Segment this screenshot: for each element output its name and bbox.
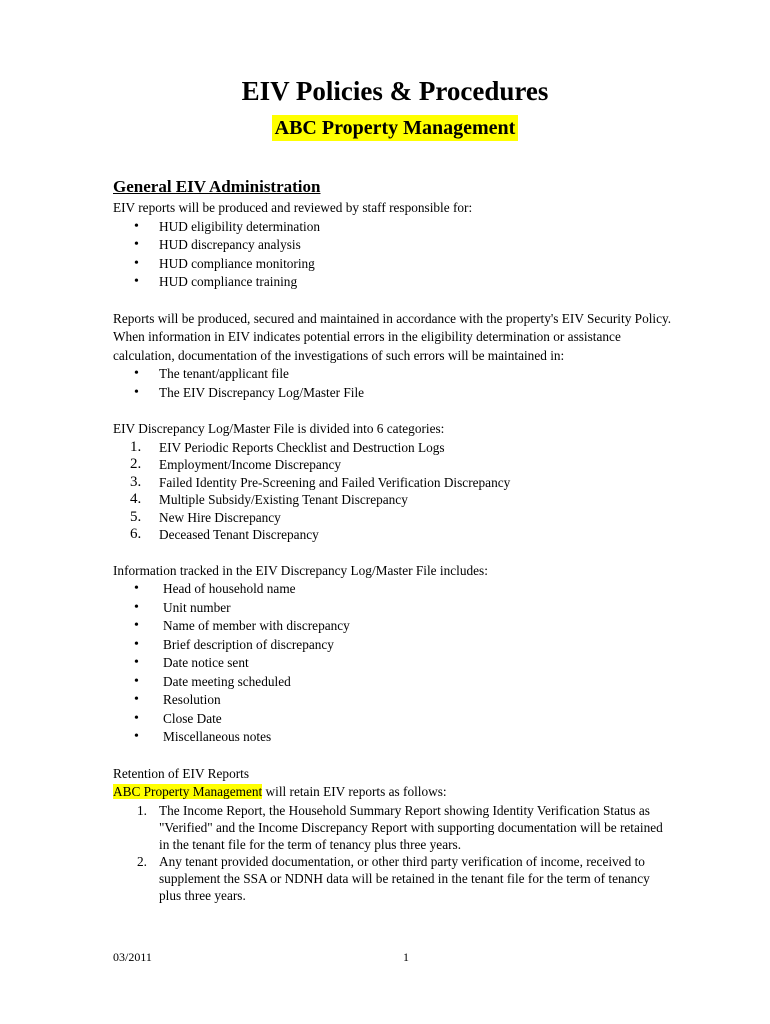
list-number: 6. xyxy=(130,526,142,542)
list-text: EIV Periodic Reports Checklist and Destruction Logs xyxy=(159,439,445,455)
list-text: New Hire Discrepancy xyxy=(159,509,281,525)
page-number: 1 xyxy=(403,950,409,964)
highlighted-company-name: ABC Property Management xyxy=(113,784,263,799)
list-item: • HUD discrepancy analysis xyxy=(113,236,673,255)
list-text: Employment/Income Discrepancy xyxy=(159,457,342,472)
list-item: • Miscellaneous notes xyxy=(113,728,673,747)
list-item: • The EIV Discrepancy Log/Master File xyxy=(113,384,673,403)
list-item: • HUD compliance monitoring xyxy=(113,255,673,274)
maintenance-paragraph: Reports will be produced, secured and maintained in accordance with the property's EIV Security Policy. When information in EIV indicates potential errors in the eligibility determination or assistance calculation, documentation of the investigations of such errors will be maintained in: xyxy=(113,310,672,363)
list-item: • Close Date xyxy=(113,710,673,729)
subtitle-container xyxy=(0,115,770,141)
document-body xyxy=(113,199,673,904)
spacer xyxy=(113,747,673,765)
intro-paragraph: EIV reports will be produced and reviewed by staff responsible for: xyxy=(113,200,473,215)
maintained-in-list xyxy=(113,365,673,402)
list-item: • Name of member with discrepancy xyxy=(113,617,673,636)
list-number: 4. xyxy=(130,491,142,507)
list-number: 1. xyxy=(137,802,147,818)
list-number: 2. xyxy=(137,853,147,869)
list-item xyxy=(113,853,673,904)
list-text: Deceased Tenant Discrepancy xyxy=(159,527,319,542)
list-item: • Brief description of discrepancy xyxy=(113,636,673,655)
spacer xyxy=(113,544,673,562)
list-text: Failed Identity Pre-Screening and Failed Verification Discrepancy xyxy=(159,474,511,490)
section-heading: General EIV Administration xyxy=(113,177,321,196)
list-item: • The tenant/applicant file xyxy=(113,365,673,384)
categories-intro: EIV Discrepancy Log/Master File is divided into 6 categories: xyxy=(113,421,445,436)
document-title: EIV Policies & Procedures xyxy=(241,76,549,106)
list-number: 3. xyxy=(130,473,142,490)
list-item xyxy=(113,474,673,492)
list-text: Any tenant provided documentation, or other third party verification of income, received to supplement the SSA or NDNH data will be retained in the tenant file for the term of tenancy plus three years. xyxy=(159,853,650,903)
tracked-intro: Information tracked in the EIV Discrepancy Log/Master File includes: xyxy=(113,562,488,578)
list-number: 1. xyxy=(130,438,142,455)
list-text: The Income Report, the Household Summary Report showing Identity Verification Status as "Verified" and the Income Discrepancy Report with supporting documentation will be retained in the tenant file for the term of tenancy plus three years. xyxy=(159,802,663,852)
responsibilities-list xyxy=(113,218,673,292)
spacer xyxy=(113,402,673,420)
list-item: • Date notice sent xyxy=(113,654,673,673)
list-item xyxy=(113,456,673,474)
retention-heading: Retention of EIV Reports xyxy=(113,765,250,781)
list-number: 5. xyxy=(130,508,142,525)
list-item: • Date meeting scheduled xyxy=(113,673,673,692)
list-item: • Unit number xyxy=(113,599,673,618)
list-item xyxy=(113,491,673,509)
list-item xyxy=(113,802,673,853)
spacer xyxy=(113,292,673,310)
company-subtitle: ABC Property Management xyxy=(272,115,519,141)
list-item xyxy=(113,439,673,457)
list-item: • Resolution xyxy=(113,691,673,710)
retention-intro xyxy=(113,783,673,802)
retention-list xyxy=(113,802,673,904)
list-number: 2. xyxy=(130,456,142,472)
retention-intro-text: will retain EIV reports as follows: xyxy=(262,784,447,799)
categories-list xyxy=(113,439,673,544)
list-text: Multiple Subsidy/Existing Tenant Discrepancy xyxy=(159,492,408,507)
list-item: • HUD eligibility determination xyxy=(113,218,673,237)
list-item: • Head of household name xyxy=(113,580,673,599)
list-item: • HUD compliance training xyxy=(113,273,673,292)
list-item xyxy=(113,526,673,544)
list-item xyxy=(113,509,673,527)
tracked-items-list xyxy=(113,580,673,747)
footer-date: 03/2011 xyxy=(113,950,152,964)
